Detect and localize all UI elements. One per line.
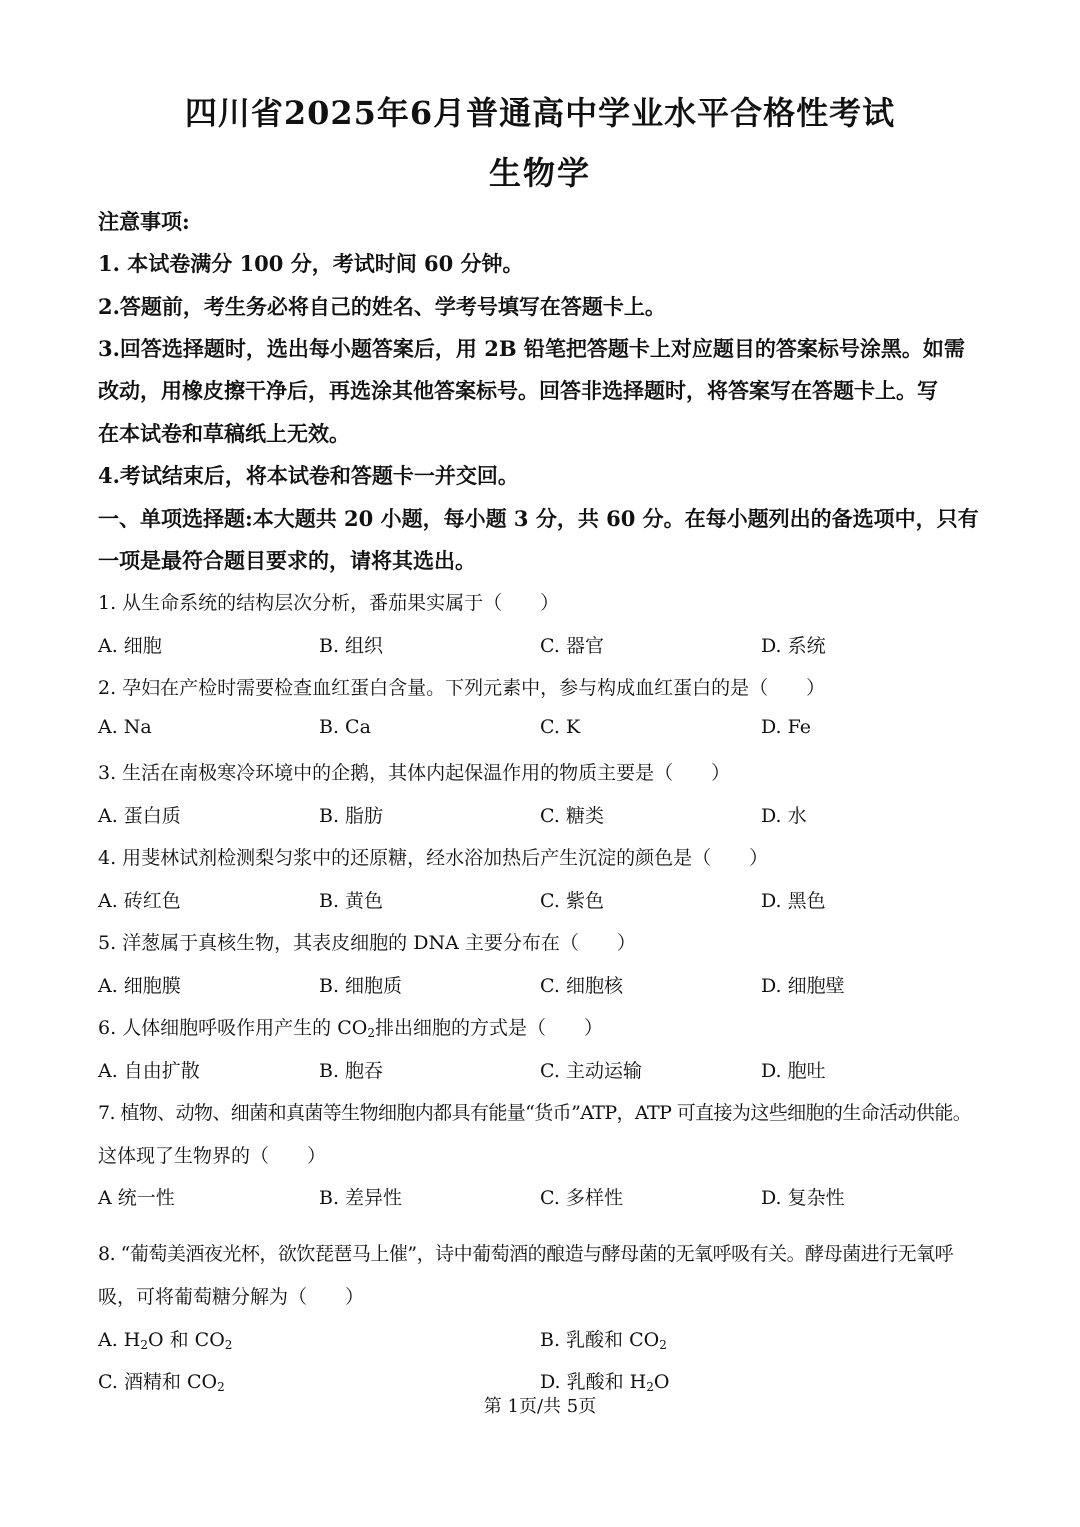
question-stem-cont: 吸，可将葡萄糖分解为（ ）: [98, 1286, 365, 1308]
option-c: C. K: [540, 716, 581, 738]
option-text: C. 酒精和 CO: [98, 1371, 218, 1393]
question-stem: 7. 植物、动物、细菌和真菌等生物细胞内都具有能量“货币”ATP，ATP 可直接为这些细胞的生命活动供能。: [98, 1102, 972, 1124]
subject-title: 生物学: [488, 154, 591, 192]
option-text: D. 乳酸和 H: [540, 1371, 647, 1393]
option-b: B. 脂肪: [319, 805, 384, 827]
subscript: 2: [217, 1380, 225, 1394]
stem-text: 排出细胞的方式是（ ）: [374, 1017, 603, 1039]
section-heading: 一、单项选择题:本大题共 20 小题，每小题 3 分，共 60 分。在每小题列出的备选项中，只有: [98, 506, 979, 531]
option-c: C. 多样性: [540, 1187, 623, 1209]
option-b: B. 细胞质: [319, 975, 403, 997]
notice-item: 在本试卷和草稿纸上无效。: [98, 421, 350, 446]
option-c: C. 糖类: [540, 805, 604, 827]
option-b: [540, 1325, 667, 1352]
option-a: [98, 1325, 232, 1352]
option-d: D. 水: [761, 805, 807, 827]
question-stem-cont: 这体现了生物界的（ ）: [98, 1145, 327, 1167]
option-a: A. 蛋白质: [98, 805, 181, 827]
option-b: B. Ca: [319, 716, 371, 738]
subscript: 2: [140, 1338, 149, 1352]
notice-item: 3.回答选择题时，选出每小题答案后，用 2B 铅笔把答题卡上对应题目的答案标号涂黑。如需: [98, 336, 965, 361]
option-c: [98, 1367, 225, 1394]
question-stem: 3. 生活在南极寒冷环境中的企鹅，其体内起保温作用的物质主要是（ ）: [98, 762, 731, 784]
option-a: A. 自由扩散: [98, 1060, 200, 1082]
option-c: C. 细胞核: [540, 975, 623, 997]
stem-text: 6. 人体细胞呼吸作用产生的 CO: [98, 1017, 368, 1039]
question-stem: 1. 从生命系统的结构层次分析，番茄果实属于（ ）: [98, 592, 560, 614]
notice-item: 4.考试结束后，将本试卷和答题卡一并交回。: [98, 463, 519, 488]
option-a: A. 细胞膜: [98, 975, 181, 997]
option-c: C. 主动运输: [540, 1060, 642, 1082]
option-text: B. 乳酸和 CO: [540, 1329, 660, 1351]
option-c: C. 紫色: [540, 890, 604, 912]
section-heading-cont: 一项是最符合题目要求的，请将其选出。: [98, 548, 476, 573]
option-d: D. 细胞壁: [761, 975, 845, 997]
question-stem: 4. 用斐林试剂检测梨匀浆中的还原糖，经水浴加热后产生沉淀的颜色是（ ）: [98, 847, 769, 869]
subscript: 2: [646, 1380, 654, 1394]
option-d: D. Fe: [761, 716, 812, 738]
subscript: 2: [659, 1338, 667, 1352]
option-text: O 和 CO: [148, 1329, 225, 1351]
option-d: D. 复杂性: [761, 1187, 845, 1209]
question-stem: [98, 1013, 603, 1040]
notice-item: 改动，用橡皮擦干净后，再选涂其他答案标号。回答非选择题时，将答案写在答题卡上。写: [98, 378, 938, 403]
option-text: O: [653, 1371, 670, 1393]
question-stem: 5. 洋葱属于真核生物，其表皮细胞的 DNA 主要分布在（ ）: [98, 932, 636, 954]
question-stem: 2. 孕妇在产检时需要检查血红蛋白含量。下列元素中，参与构成血红蛋白的是（ ）: [98, 677, 826, 699]
option-b: B. 黄色: [319, 890, 384, 912]
exam-title: 四川省2025年6月普通高中学业水平合格性考试: [184, 94, 896, 132]
subscript: 2: [367, 1026, 375, 1040]
option-d: D. 胞吐: [761, 1060, 826, 1082]
option-b: B. 差异性: [319, 1187, 403, 1209]
option-a: A. Na: [98, 716, 152, 738]
option-b: B. 组织: [319, 635, 384, 657]
notice-heading: 注意事项:: [98, 209, 190, 234]
option-d: [540, 1367, 669, 1394]
option-text: A. H: [98, 1329, 141, 1351]
question-stem: 8. “葡萄美酒夜光杯，欲饮琵琶马上催”，诗中葡萄酒的酿造与酵母菌的无氧呼吸有关。酵母菌进行无氧呼: [98, 1243, 954, 1265]
option-d: D. 黑色: [761, 890, 826, 912]
option-a: A 统一性: [98, 1187, 175, 1209]
page-footer: 第 1页/共 5页: [483, 1396, 597, 1417]
notice-item: 2.答题前，考生务必将自己的姓名、学考号填写在答题卡上。: [98, 294, 666, 319]
option-a: A. 细胞: [98, 635, 162, 657]
notice-item: 1. 本试卷满分 100 分，考试时间 60 分钟。: [98, 251, 524, 276]
option-c: C. 器官: [540, 635, 604, 657]
subscript: 2: [224, 1338, 233, 1352]
option-a: A. 砖红色: [98, 890, 181, 912]
option-d: D. 系统: [761, 635, 826, 657]
option-b: B. 胞吞: [319, 1060, 384, 1082]
